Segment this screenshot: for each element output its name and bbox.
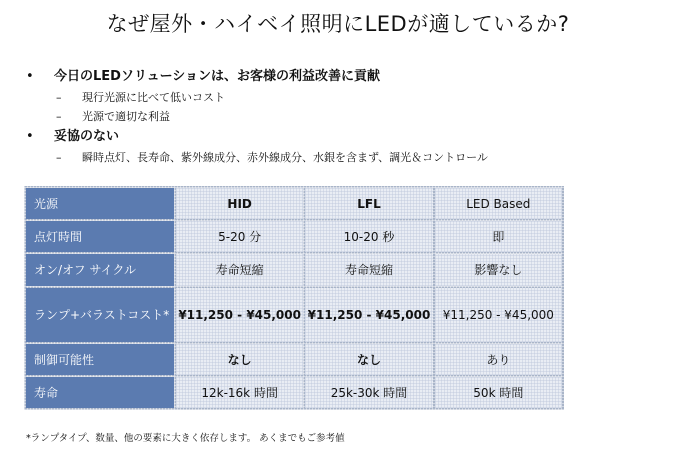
table-cell: 影響なし: [435, 254, 562, 285]
table-cell: なし: [176, 344, 303, 375]
sub-bullet-text: 現行光源に比べて低いコスト: [82, 91, 225, 104]
sub-bullet-marker: –: [56, 151, 62, 164]
table-header-cell: LED Based: [435, 188, 562, 219]
row-label: 点灯時間: [26, 221, 174, 252]
table-cell: 5-20 分: [176, 221, 303, 252]
sub-bullet-text: 光源で適切な利益: [82, 110, 170, 123]
row-label: 制御可能性: [26, 344, 174, 375]
table-cell: なし: [305, 344, 432, 375]
table-cell: あり: [435, 344, 562, 375]
table-row: [26, 288, 562, 342]
table-row: [26, 221, 562, 252]
sub-bullet-marker: –: [56, 91, 62, 104]
footnote: *ランプタイプ、数量、他の要素に大きく依存します。 あくまでもご参考値: [26, 433, 345, 444]
sub-bullet-item: [26, 107, 666, 126]
table-row: [26, 254, 562, 285]
row-label: ランプ+バラストコスト*: [26, 288, 174, 342]
table-header-cell: LFL: [305, 188, 432, 219]
table-header-cell: HID: [176, 188, 303, 219]
table-cell: 50k 時間: [435, 377, 562, 408]
table-cell: 即: [435, 221, 562, 252]
sub-bullet-marker: –: [56, 110, 62, 123]
table-cell: ¥11,250 - ¥45,000: [176, 288, 303, 342]
table-cell: 寿命短縮: [305, 254, 432, 285]
row-label: オン/オフ サイクル: [26, 254, 174, 285]
table-row: [26, 344, 562, 375]
table-cell: 10-20 秒: [305, 221, 432, 252]
bullet-text: 今日のLEDソリューションは、お客様の利益改善に貢献: [54, 69, 381, 84]
comparison-table: [24, 186, 564, 410]
table-header-row: [26, 188, 562, 219]
bullet-list: [26, 66, 666, 167]
table-cell: 12k-16k 時間: [176, 377, 303, 408]
sub-bullet-item: [26, 148, 666, 167]
table-cell: 寿命短縮: [176, 254, 303, 285]
row-label: 寿命: [26, 377, 174, 408]
table-cell: 25k-30k 時間: [305, 377, 432, 408]
table-header-cell: 光源: [26, 188, 174, 219]
bullet-item: [26, 66, 666, 88]
table-row: [26, 377, 562, 408]
bullet-item: [26, 126, 666, 148]
page-title: なぜ屋外・ハイベイ照明にLEDが適しているか?: [106, 12, 570, 36]
bullet-marker: •: [26, 129, 34, 144]
sub-bullet-item: [26, 88, 666, 107]
table-cell: ¥11,250 - ¥45,000: [305, 288, 432, 342]
table-cell: ¥11,250 - ¥45,000: [435, 288, 562, 342]
sub-bullet-text: 瞬時点灯、長寿命、紫外線成分、赤外線成分、水銀を含まず、調光＆コントロール: [82, 151, 488, 164]
bullet-text: 妥協のない: [54, 129, 120, 144]
bullet-marker: •: [26, 69, 34, 84]
